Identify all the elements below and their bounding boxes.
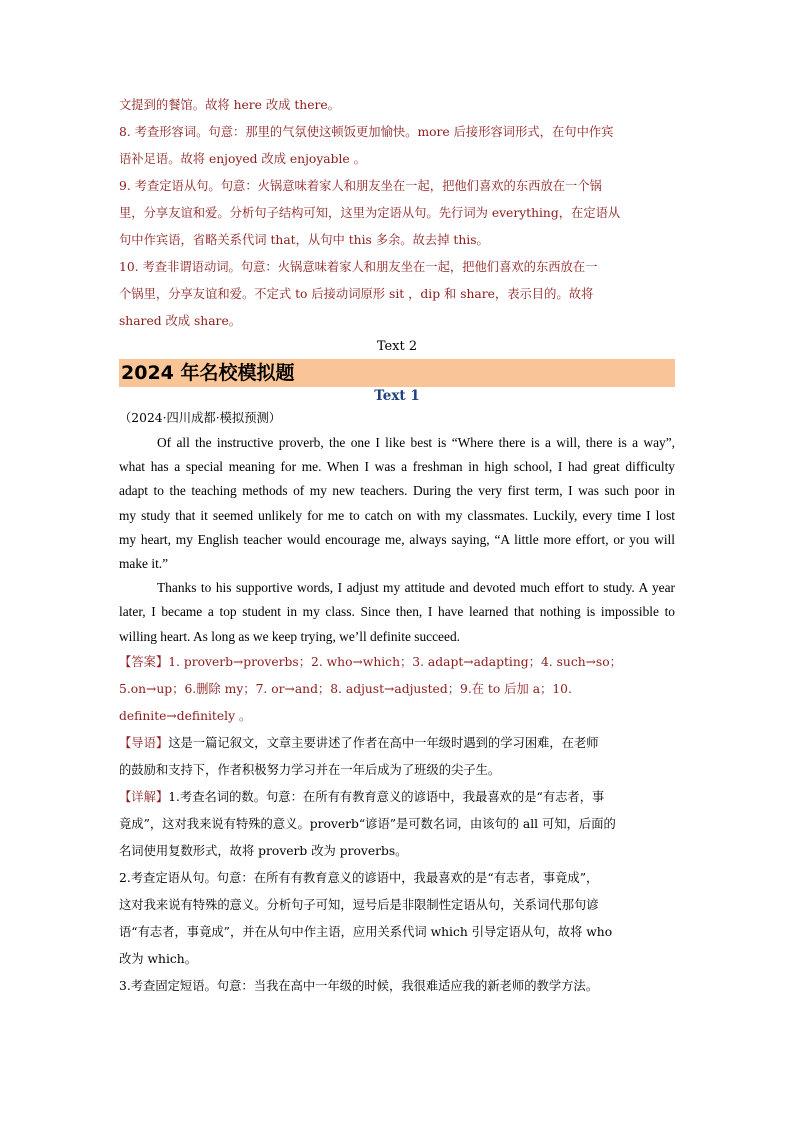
passage-line: adapt to the teaching methods of my new teachers. During the very first term, I was such poor in: [119, 483, 675, 499]
passage-line: what has a special meaning for me. When I was a freshman in high school, I had great difficulty: [119, 459, 675, 475]
passage-line: willing heart. As long as we keep trying, we’ll definite succeed.: [119, 628, 460, 644]
answer-line: 5.on→up；6.删除 my；7. or→and；8. adjust→adjusted；9.在 to 后加 a；10.: [119, 681, 572, 696]
detail-line: 2.考查定语从句。句意：在所有有教育意义的谚语中，我最喜欢的是“有志者，事竟成”，: [119, 870, 599, 885]
detail-text: 1.考查名词的数。句意：在所有有教育意义的谚语中，我最喜欢的是“有志者，事: [168, 789, 605, 804]
detail-tag: 【详解】: [119, 789, 169, 804]
answer-line: [119, 649, 675, 676]
detail-line: 名词使用复数形式，故将 proverb 改为 proverbs。: [119, 843, 408, 858]
passage-paragraph-2: [119, 576, 675, 649]
explanation-line: 文提到的餐馆。故将 here 改成 there。: [119, 98, 340, 112]
answer-tag: 【答案】: [119, 654, 169, 669]
explanation-line: 10. 考查非谓语动词。句意：火锅意味着家人和朋友坐在一起，把他们喜欢的东西放在一: [119, 260, 598, 274]
explanation-line: 9. 考查定语从句。句意：火锅意味着家人和朋友坐在一起，把他们喜欢的东西放在一个锅: [119, 179, 602, 193]
detail-line: 3.考查固定短语。句意：当我在高中一年级的时候，我很难适应我的新老师的教学方法。: [119, 978, 599, 993]
text1-label: Text 1: [374, 388, 420, 404]
explanation-line: shared 改成 share。: [119, 314, 242, 328]
document-page: [119, 92, 675, 1000]
passage-line: make it.”: [119, 556, 169, 572]
explanation-line: 8. 考查形容词。句意：那里的气氛使这顿饭更加愉快。more 后接形容词形式，在句中作宾: [119, 125, 614, 139]
source-note: （2024·四川成都·模拟预测）: [119, 411, 282, 425]
explanation-line: 语补足语。故将 enjoyed 改成 enjoyable 。: [119, 152, 366, 166]
guide-line: 的鼓励和支持下，作者积极努力学习并在一年后成为了班级的尖子生。: [119, 762, 501, 777]
explanation-line: 个锅里，分享友谊和爱。不定式 to 后接动词原形 sit ，dip 和 share，表示目的。故将: [119, 287, 594, 301]
guide-text: 这是一篇记叙文，文章主要讲述了作者在高中一年级时遇到的学习困难，在老师: [168, 735, 599, 750]
detail-line: [119, 784, 675, 811]
answer-text: 1. proverb→proverbs；2. who→which；3. adapt→adapting；4. such→so；: [168, 654, 622, 669]
guide-line: [119, 730, 675, 757]
answer-block: [119, 649, 675, 730]
passage-line: later, I became a top student in my class. Since then, I have learned that nothing is impossible to: [119, 604, 675, 620]
answer-line: definite→definitely 。: [119, 708, 252, 723]
explanation-line: 句中作宾语，省略关系代词 that，从句中 this 多余。故去掉 this。: [119, 233, 489, 247]
passage-line: my heart, my English teacher would encourage me, always saying, “A little more effort, or you will: [119, 531, 675, 547]
passage-line: Of all the instructive proverb, the one I like best is “Where there is a will, there is a way”,: [157, 435, 675, 450]
guide-block: [119, 730, 675, 784]
detail-line: 改为 which。: [119, 951, 197, 966]
explanation-line: 里，分享友谊和爱。分析句子结构可知，这里为定语从句。先行词为 everything，在定语从: [119, 206, 621, 220]
text2-label: Text 2: [376, 339, 418, 354]
detail-line: 这对我来说有特殊的意义。分析句子可知，逗号后是非限制性定语从句，关系词代那句谚: [119, 897, 599, 912]
guide-tag: 【导语】: [119, 735, 169, 750]
passage-paragraph-1: [119, 431, 675, 576]
detail-block: [119, 784, 675, 1000]
section-banner: 2024 年名校模拟题: [119, 359, 675, 387]
passage-line: my study that it seemed unlikely for me to catch on with my classmates. Luckily, every time I lost: [119, 507, 675, 523]
passage-line: Thanks to his supportive words, I adjust my attitude and devoted much effort to study. A year: [157, 580, 675, 596]
previous-explanations: [119, 92, 675, 335]
detail-line: 语“有志者，事竟成”，并在从句中作主语，应用关系代词 which 引导定语从句，故将 who: [119, 924, 613, 939]
detail-line: 竟成”，这对我来说有特殊的意义。proverb“谚语”是可数名词，由该句的 all 可知，后面的: [119, 816, 616, 831]
